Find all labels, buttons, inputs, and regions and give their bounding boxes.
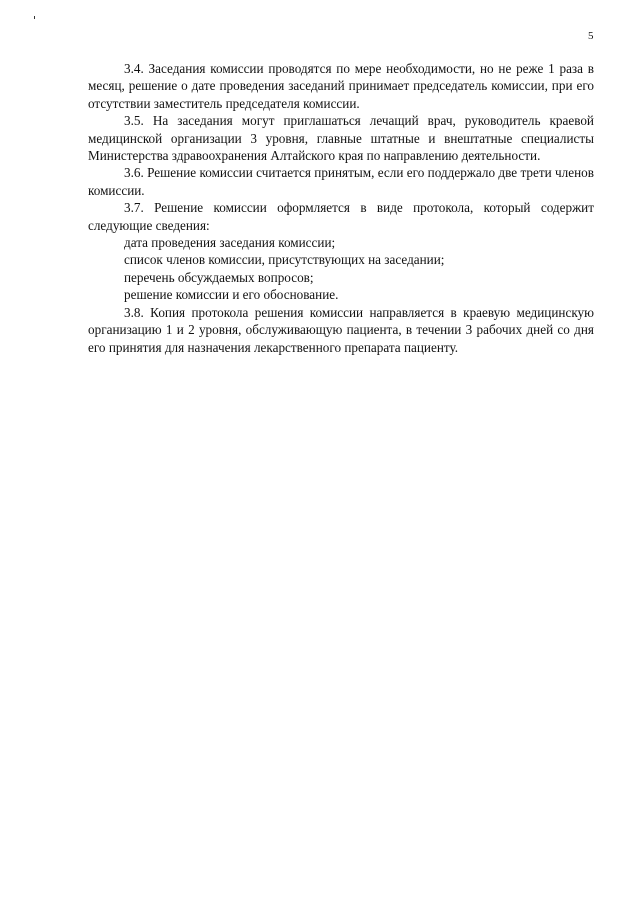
paragraph-3-8: 3.8. Копия протокола решения комиссии направляется в краевую медицинскую организацию 1 и 2 уровня, обслуживающую пациента, в течении 3 рабочих дней со дня его принятия для назначения лекарственного препарата пациенту. — [88, 304, 594, 355]
paragraph-3-5: 3.5. На заседания могут приглашаться лечащий врач, руководитель краевой медицинской организации 3 уровня, главные штатные и внештатные специалисты Министерства здравоохранения Алтайского края по направлению деятельности. — [88, 113, 594, 164]
document-body — [88, 60, 594, 356]
protocol-item: дата проведения заседания комиссии; — [124, 235, 336, 251]
paragraph-3-6: 3.6. Решение комиссии считается принятым, если его поддержало две трети членов комиссии. — [88, 165, 594, 198]
protocol-item: решение комиссии и его обоснование. — [124, 287, 339, 303]
protocol-item: список членов комиссии, присутствующих на заседании; — [124, 252, 445, 268]
scan-mark — [34, 16, 35, 19]
paragraph-3-7: 3.7. Решение комиссии оформляется в виде протокола, который содержит следующие сведения: — [88, 200, 594, 233]
protocol-item: перечень обсуждаемых вопросов; — [124, 269, 314, 285]
paragraph-3-4: 3.4. Заседания комиссии проводятся по мере необходимости, но не реже 1 раза в месяц, решение о дате проведения заседаний принимает председатель комиссии, при его отсутствии заместитель председателя комиссии. — [88, 61, 594, 111]
page-number: 5 — [588, 30, 594, 42]
